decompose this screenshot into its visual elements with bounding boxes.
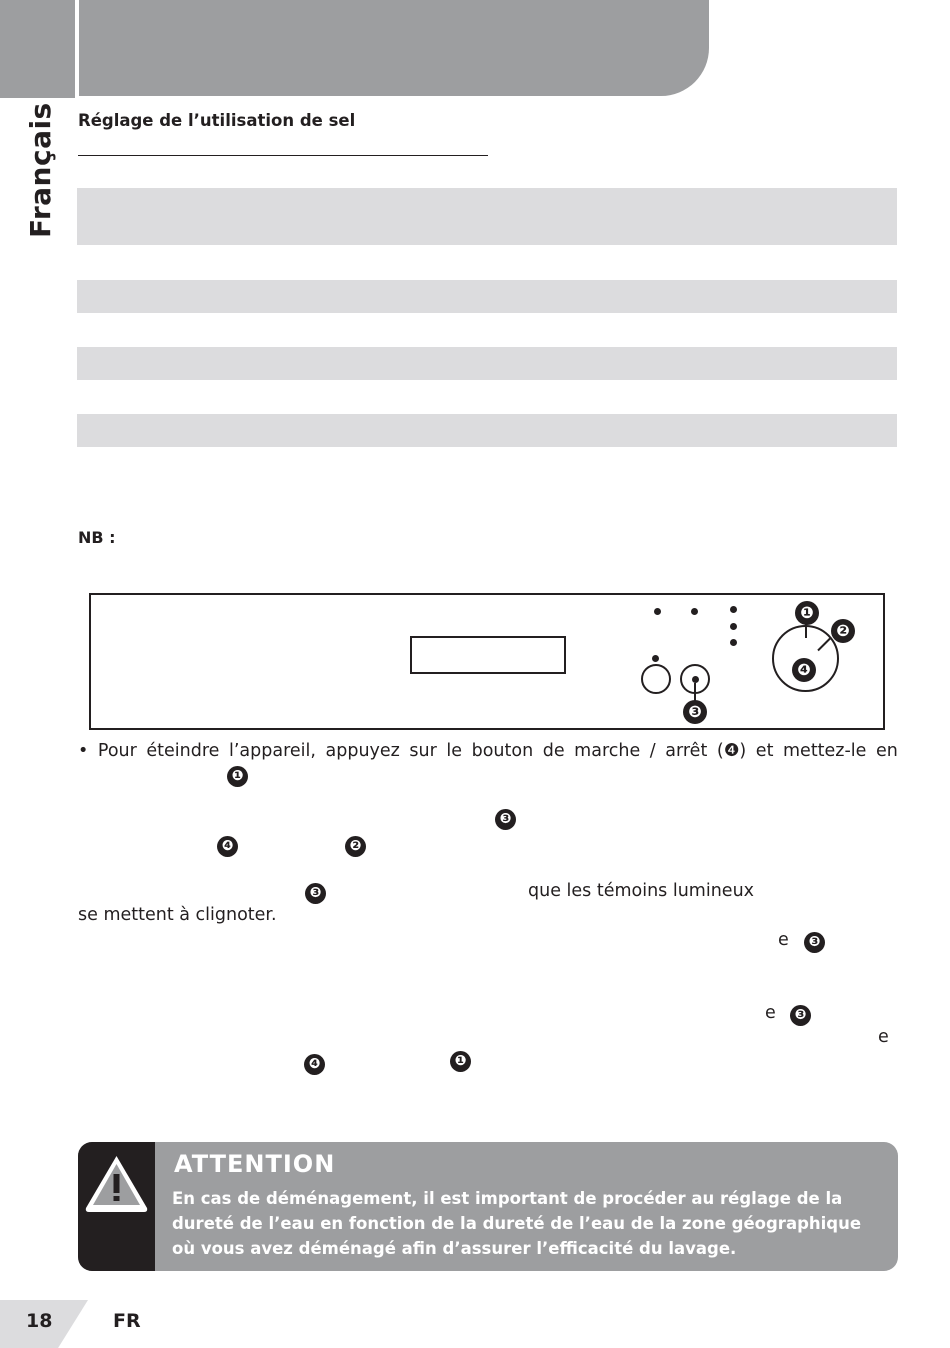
callout-4-inline: ❹ (217, 836, 238, 857)
attention-box (78, 1142, 898, 1271)
callout-4: ❹ (792, 658, 816, 682)
header-band (79, 0, 709, 96)
word: mettez-le (783, 741, 867, 761)
word: éteindre (146, 741, 220, 761)
indicator-light (652, 655, 659, 662)
word: sur (409, 741, 437, 761)
text-fragment: que les témoins lumineux (528, 881, 755, 901)
word: le (446, 741, 463, 761)
text-fragment: e (778, 930, 789, 950)
word: l’appareil, (229, 741, 316, 761)
indicator-light (691, 608, 698, 615)
bullet: • (78, 741, 89, 761)
indicator-light (730, 639, 737, 646)
table-header-band (77, 188, 897, 245)
word: marche (574, 741, 641, 761)
attention-title: ATTENTION (174, 1150, 336, 1178)
sidebar-language-label: Français (24, 102, 57, 238)
table-row-band (77, 414, 897, 447)
attention-icon-cell (78, 1142, 155, 1271)
callout-2-inline: ❷ (345, 836, 366, 857)
text-fragment: e (765, 1003, 776, 1023)
callout-1-inline: ❶ (227, 766, 248, 787)
text-fragment: e (878, 1027, 889, 1047)
section-title: Réglage de l’utilisation de sel (78, 111, 356, 130)
selector-button-center (692, 676, 699, 683)
title-underline (78, 155, 488, 156)
word: bouton (471, 741, 534, 761)
text-fragment: se mettent à clignoter. (78, 905, 277, 925)
instruction-line-1 (78, 741, 898, 761)
word: de (542, 741, 565, 761)
callout-3-inline: ❸ (790, 1005, 811, 1026)
callout-1-inline: ❶ (450, 1051, 471, 1072)
indicator-light (730, 623, 737, 630)
callout-3-inline: ❸ (804, 932, 825, 953)
callout-3-inline: ❸ (305, 883, 326, 904)
table-row-band (77, 280, 897, 313)
word: appuyez (325, 741, 400, 761)
table-row-band (77, 347, 897, 380)
word: en (876, 741, 898, 761)
callout-1: ❶ (795, 601, 819, 625)
indicator-light (730, 606, 737, 613)
callout-4-inline: ❹ (304, 1054, 325, 1075)
footer-language: FR (113, 1310, 141, 1332)
program-button (641, 664, 671, 694)
callout-2: ❷ (831, 619, 855, 643)
word: arrêt (665, 741, 708, 761)
panel-display (410, 636, 566, 674)
header-divider (75, 0, 77, 96)
callout-3: ❸ (683, 700, 707, 724)
indicator-light (654, 608, 661, 615)
attention-text: En cas de déménagement, il est important de procéder au réglage de la dureté de l’eau en fonction de la dureté de l’eau de la zone géographique où vous avez déménagé afin d’assurer l’efficacité du lavage. (172, 1189, 862, 1258)
header-band-left (0, 0, 75, 96)
word: / (649, 741, 656, 761)
page-number: 18 (26, 1310, 53, 1332)
warning-triangle-icon (78, 1142, 155, 1271)
nb-label: NB : (78, 528, 116, 547)
word: Pour (97, 741, 137, 761)
callout-3-inline: ❸ (495, 809, 516, 830)
sidebar-rule (0, 96, 75, 98)
word: et (755, 741, 774, 761)
word: (❹) (716, 741, 747, 761)
